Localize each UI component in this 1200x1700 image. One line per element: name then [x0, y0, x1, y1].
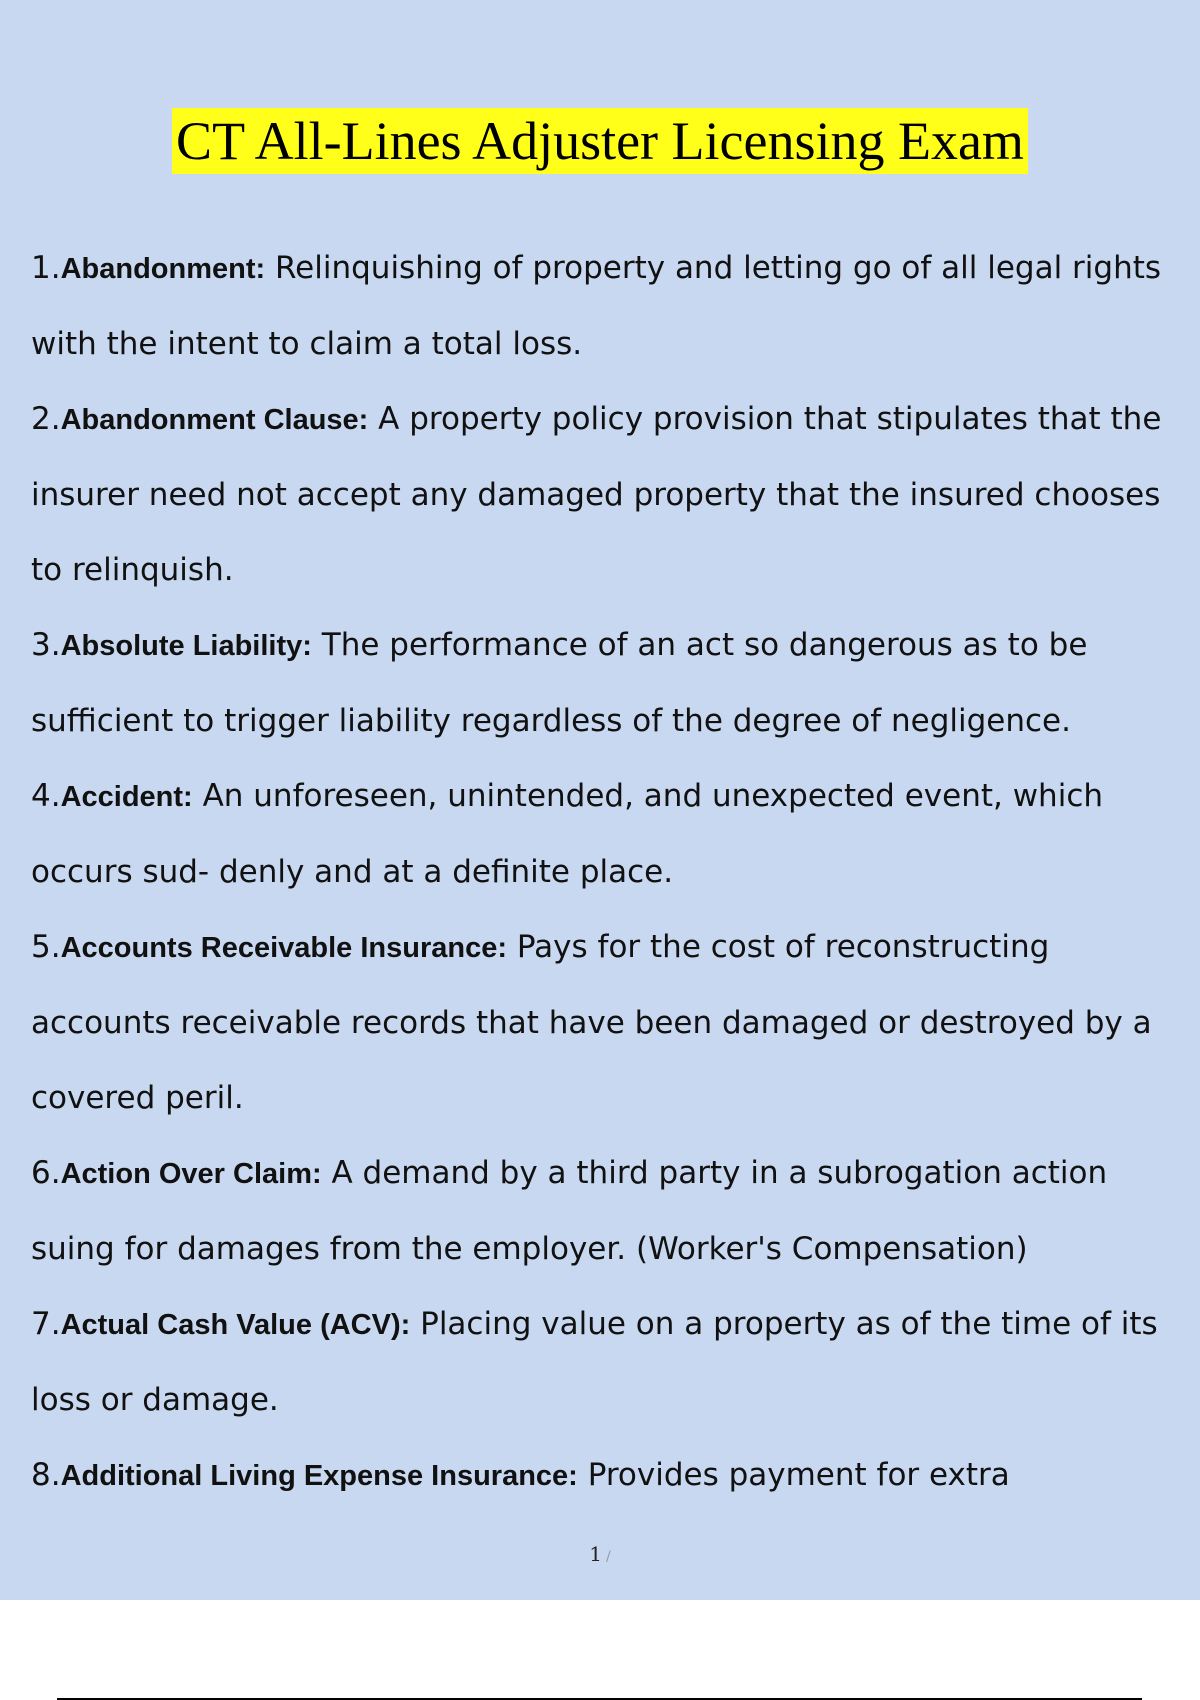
glossary-item — [31, 608, 1181, 759]
term-definition: A property policy provision that stipulates that the insurer need not accept any damaged property that the insured chooses to relinquish. — [31, 401, 1162, 588]
item-number: 7. — [31, 1306, 61, 1342]
glossary-item — [31, 382, 1181, 608]
glossary-item — [31, 231, 1181, 382]
page-number-suffix: / — [606, 1549, 611, 1565]
item-number: 4. — [31, 778, 61, 814]
item-number: 2. — [31, 401, 61, 437]
term-label: Absolute Liability: — [60, 630, 312, 662]
glossary-item — [31, 1438, 1181, 1514]
item-number: 3. — [31, 627, 61, 663]
term-definition: Relinquishing of property and letting go of all legal rights with the intent to claim a total loss. — [31, 250, 1162, 362]
glossary-item — [31, 1136, 1181, 1287]
term-label: Actual Cash Value (ACV): — [60, 1309, 411, 1341]
glossary-item — [31, 1287, 1181, 1438]
term-definition: An unforeseen, unintended, and unexpected event, which occurs sud- denly and at a definite place. — [31, 778, 1104, 890]
term-label: Action Over Claim: — [60, 1158, 322, 1190]
page-number — [0, 1542, 1200, 1566]
glossary-list — [31, 231, 1181, 1514]
term-label: Abandonment Clause: — [60, 404, 369, 436]
document-title: CT All-Lines Adjuster Licensing Exam — [172, 108, 1028, 174]
glossary-item — [31, 910, 1181, 1136]
item-number: 6. — [31, 1155, 61, 1191]
term-label: Accident: — [60, 781, 193, 813]
term-label: Accounts Receivable Insurance: — [60, 932, 508, 964]
title-block — [0, 108, 1200, 174]
term-definition: The performance of an act so dangerous as to be sufficient to trigger liability regardless of the degree of negligence. — [31, 627, 1088, 739]
term-definition: Pays for the cost of reconstructing accounts receivable records that have been damaged or destroyed by a covered peril. — [31, 929, 1152, 1116]
term-label: Additional Living Expense Insurance: — [60, 1460, 578, 1492]
item-number: 5. — [31, 929, 61, 965]
term-definition: A demand by a third party in a subrogation action suing for damages from the employer. (Worker's Compensation) — [31, 1155, 1108, 1267]
term-label: Abandonment: — [60, 253, 266, 285]
glossary-item — [31, 759, 1181, 910]
term-definition: Provides payment for extra — [577, 1457, 1010, 1493]
term-definition: Placing value on a property as of the time of its loss or damage. — [31, 1306, 1158, 1418]
item-number: 1. — [31, 250, 61, 286]
page-number-value: 1 — [589, 1542, 602, 1566]
item-number: 8. — [31, 1457, 61, 1493]
